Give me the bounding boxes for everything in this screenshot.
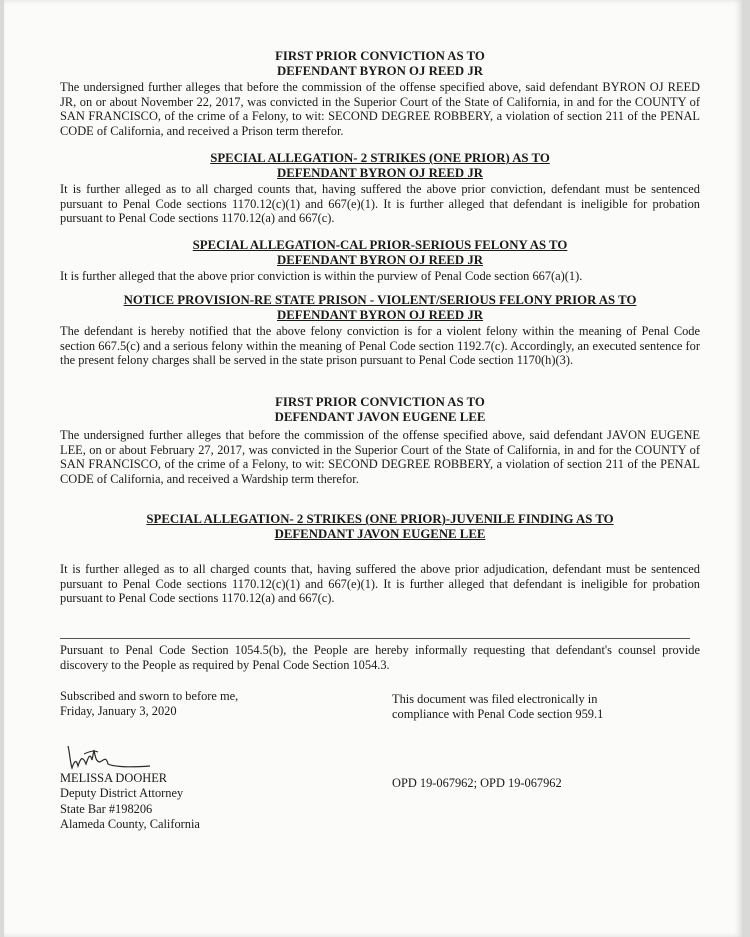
section-heading: SPECIAL ALLEGATION- 2 STRIKES (ONE PRIOR)-JUVENILE FINDING AS TO DEFENDANT JAVON EUGENE LEE [146,512,614,541]
signer-title: Deputy District Attorney [60,786,184,801]
divider [60,638,690,639]
document-page [4,0,742,937]
section-heading: SPECIAL ALLEGATION- 2 STRIKES (ONE PRIOR) AS TO DEFENDANT BYRON OJ REED JR [210,151,550,180]
signature-image [64,740,154,774]
filed-notice: This document was filed electronically in compliance with Penal Code section 959.1 [392,692,604,722]
section-body: It is further alleged that the above prior conviction is within the purview of Penal Code section 667(a)(1). [60,269,583,283]
section-heading: NOTICE PROVISION-RE STATE PRISON - VIOLENT/SERIOUS FELONY PRIOR AS TO DEFENDANT BYRON OJ REED JR [123,293,637,322]
section-heading: FIRST PRIOR CONVICTION AS TO DEFENDANT BYRON OJ REED JR [275,49,485,78]
signer-bar-number: State Bar #198206 [60,801,153,816]
section-heading: SPECIAL ALLEGATION-CAL PRIOR-SERIOUS FELONY AS TO DEFENDANT BYRON OJ REED JR [192,238,568,267]
section-body: The undersigned further alleges that before the commission of the offense specified above, said defendant BYRON OJ REED JR, on or about November 22, 2017, was convicted in the Superior Court of the State of California, in and for the COUNTY of SAN FRANCISCO, of the crime of a Felony, to wit: SECOND DEGREE ROBBERY, a violation of section 211 of the PENAL CODE of California, and received a Prison term therefor. [60,80,700,138]
signer-name: MELISSA DOOHER [60,771,168,785]
section-body: The defendant is hereby notified that the above felony conviction is for a violent felony within the meaning of Penal Code section 667.5(c) and a serious felony within the meaning of Penal Code section 1192.7(c). Accordingly, an executed sentence for the present felony charges shall be served in the state prison pursuant to Penal Code section 1170(h)(3). [60,324,700,368]
case-numbers: OPD 19-067962; OPD 19-067962 [392,776,562,790]
subscribed-block: Subscribed and sworn to before me, Friday, January 3, 2020 [60,689,239,719]
signer-county: Alameda County, California [60,817,200,832]
section-body: It is further alleged as to all charged counts that, having suffered the above prior adjudication, defendant must be sentenced pursuant to Penal Code sections 1170.12(c)(1) and 667(e)(1). It is further alleged that defendant is ineligible for probation pursuant to Penal Code sections 1170.12(a) and 667(c). [60,562,700,606]
signer-block [60,771,200,833]
section-body: It is further alleged as to all charged counts that, having suffered the above prior conviction, defendant must be sentenced pursuant to Penal Code sections 1170.12(c)(1) and 667(e)(1). It is further alleged that defendant is ineligible for probation pursuant to Penal Code sections 1170.12(a) and 667(c). [60,182,700,226]
discovery-notice: Pursuant to Penal Code Section 1054.5(b), the People are hereby informally requesting that defendant's counsel provide discovery to the People as required by Penal Code Section 1054.3. [60,643,700,672]
section-body: The undersigned further alleges that before the commission of the offense specified above, said defendant JAVON EUGENE LEE, on or about February 27, 2017, was convicted in the Superior Court of the State of California, in and for the COUNTY of SAN FRANCISCO, of the crime of a Felony, to wit: SECOND DEGREE ROBBERY, a violation of section 211 of the PENAL CODE of California, and received a Wardship term therefor. [60,428,700,486]
section-heading: FIRST PRIOR CONVICTION AS TO DEFENDANT JAVON EUGENE LEE [274,395,486,424]
